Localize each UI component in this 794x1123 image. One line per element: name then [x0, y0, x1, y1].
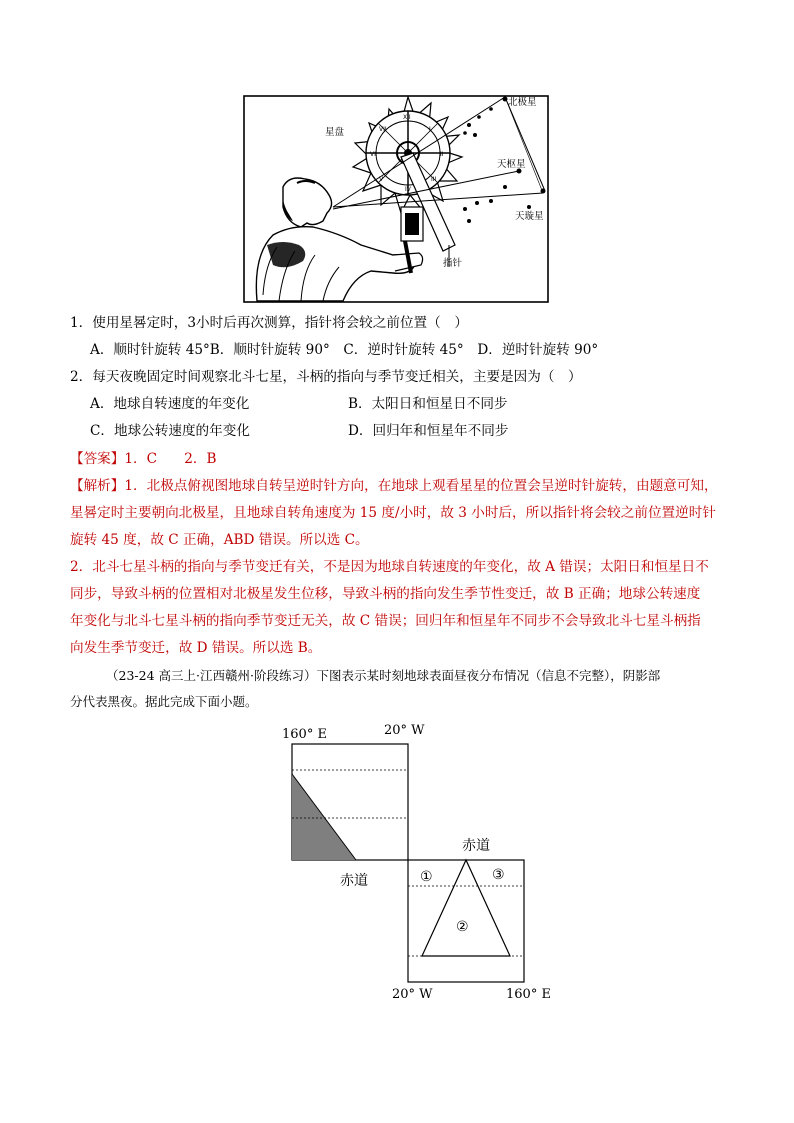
- region-3-label: ③: [492, 867, 505, 883]
- question-2-option-d: D．回归年和恒星年不同步: [348, 423, 509, 439]
- question-1-stem: 1．使用星晷定时，3小时后再次测算，指针将会较之前位置（ ）: [70, 315, 468, 331]
- question-2-option-a: A．地球自转速度的年变化: [90, 396, 250, 412]
- svg-text:IV: IV: [405, 186, 411, 193]
- tianshu-star-label: 天枢星: [497, 159, 526, 170]
- svg-text:XII: XII: [403, 114, 411, 121]
- svg-text:III: III: [431, 176, 437, 183]
- svg-text:VI: VI: [370, 151, 376, 158]
- star-disk-label: 星盘: [325, 127, 345, 138]
- top-left-longitude: 160° E: [282, 727, 327, 742]
- answer-text: 1．C 2．B: [124, 451, 217, 467]
- region-1-label: ①: [420, 869, 433, 885]
- svg-text:I: I: [429, 126, 431, 133]
- analysis-p2-line3: 年变化与北斗七星斗柄的指向季节变迁无关，故 C 错误；回归年和恒星年不同步不会导致北斗七星斗柄指: [70, 613, 701, 629]
- answer-line: [70, 449, 216, 469]
- analysis-p2-line1: 2．北斗七星斗柄的指向与季节变迁有关，不是因为地球自转速度的年变化，故 A 错误；太阳日和恒星日不: [70, 559, 709, 575]
- equator-label-lower: 赤道: [340, 873, 368, 889]
- top-right-longitude: 20° W: [384, 723, 425, 738]
- analysis-p1-line2: 星晷定时主要朝向北极星，且地球自转角速度为 15 度/小时，故 3 小时后，所以指针将会较之前位置逆时针: [70, 505, 716, 521]
- svg-text:VII: VII: [379, 126, 387, 133]
- question-2-stem: 2．每天夜晚固定时间观察北斗七星，斗柄的指向与季节变迁相关，主要是因为（ ）: [70, 369, 582, 385]
- bottom-right-longitude: 160° E: [506, 987, 551, 1002]
- day-night-figure: [270, 718, 570, 1008]
- bottom-left-longitude: 20° W: [392, 987, 433, 1002]
- question-2-option-b: B．太阳日和恒星日不同步: [348, 396, 508, 412]
- tianxuan-star-label: 天璇星: [515, 211, 544, 222]
- region-2-label: ②: [456, 919, 469, 935]
- svg-text:V: V: [379, 176, 384, 183]
- question-1-options: A．顺时针旋转 45°B．顺时针旋转 90° C．逆时针旋转 45° D．逆时针旋转 90°: [90, 342, 599, 358]
- analysis-p2-line4: 向发生季节变迁，故 D 错误。所以选 B。: [70, 640, 322, 656]
- analysis-p1-line1: [70, 476, 718, 496]
- svg-text:II: II: [440, 151, 444, 158]
- intro-line-1: （23-24 高三上·江西赣州·阶段练习）下图表示某时刻地球表面昼夜分布情况（信息不完整），阴影部: [106, 668, 661, 683]
- answer-tag: 【答案】: [70, 451, 125, 467]
- north-star-label: 北极星: [508, 97, 537, 108]
- star-clock-figure: [243, 95, 549, 303]
- equator-label-upper: 赤道: [462, 838, 490, 854]
- pointer-label: 指针: [443, 258, 463, 269]
- analysis-p1-text1: 1．北极点俯视图地球自转呈逆时针方向，在地球上观看星星的位置会呈逆时针旋转，由题意可知，: [124, 478, 718, 494]
- intro-line-2: 分代表黑夜。据此完成下面小题。: [70, 694, 258, 709]
- analysis-p2-line2: 同步，导致斗柄的位置相对北极星发生位移，导致斗柄的指向发生季节性变迁，故 B 正确；地球公转速度: [70, 586, 701, 602]
- question-2-option-c: C．地球公转速度的年变化: [90, 423, 250, 439]
- analysis-tag: 【解析】: [70, 478, 125, 494]
- analysis-p1-line3: 旋转 45 度，故 C 正确，ABD 错误。所以选 C。: [70, 532, 369, 548]
